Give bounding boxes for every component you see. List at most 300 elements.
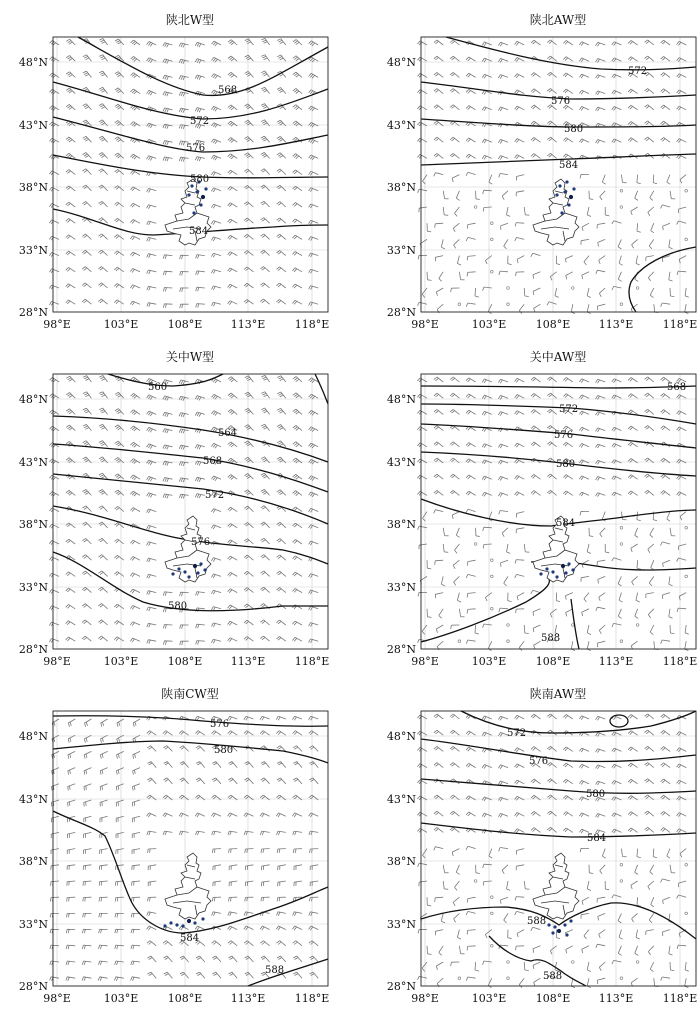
wind-barb: [309, 831, 318, 835]
wind-barb: [422, 288, 427, 297]
calm-marker: [458, 303, 461, 306]
calm-marker: [685, 190, 688, 193]
wind-barb: [661, 426, 670, 431]
wind-barb: [67, 897, 76, 901]
wind-barb: [661, 89, 670, 94]
wind-barb: [99, 538, 108, 544]
wind-barb: [147, 188, 157, 192]
wind-barb: [482, 476, 492, 480]
wind-barb: [677, 748, 687, 752]
wind-barb: [466, 911, 476, 915]
wind-barb: [228, 377, 237, 382]
wind-barb: [98, 977, 107, 981]
svg-text:580: 580: [190, 174, 210, 185]
wind-barb: [131, 393, 140, 398]
wind-barb: [49, 492, 59, 497]
wind-barb: [50, 377, 60, 382]
wind-barb: [147, 591, 157, 595]
wind-barb: [531, 105, 540, 110]
wind-barb: [482, 444, 492, 448]
wind-barb: [51, 849, 59, 854]
wind-barb: [117, 751, 124, 758]
wind-barb: [459, 272, 464, 280]
wind-barb: [131, 73, 140, 78]
wind-barb: [419, 881, 427, 886]
wind-barb: [212, 639, 222, 643]
wind-barb: [131, 426, 141, 431]
wind-barb: [228, 831, 237, 835]
wind-barb: [49, 443, 59, 448]
wind-barb: [83, 55, 92, 61]
wind-barb: [82, 538, 91, 544]
wind-barb: [635, 609, 638, 619]
svg-text:43°N: 43°N: [386, 456, 416, 469]
wind-barb: [244, 490, 253, 496]
svg-text:103°E: 103°E: [103, 655, 139, 668]
wind-barb: [637, 175, 641, 184]
wind-barb: [418, 930, 427, 934]
wind-barb: [82, 945, 91, 949]
wind-barb: [228, 589, 238, 593]
wind-barb: [67, 865, 75, 870]
wind-barb: [50, 57, 60, 62]
wind-barb: [164, 762, 173, 768]
wind-barb: [579, 379, 589, 383]
panel-4: [387, 349, 697, 668]
wind-barb: [49, 590, 59, 594]
svg-text:43°N: 43°N: [18, 793, 48, 806]
wind-barb: [661, 393, 670, 398]
svg-text:572: 572: [507, 728, 527, 739]
wind-barb: [309, 606, 319, 610]
wind-barb: [648, 207, 654, 216]
wind-barb: [453, 223, 459, 232]
wind-barb: [99, 945, 108, 949]
wind-barb: [261, 375, 269, 382]
wind-barb: [292, 926, 302, 930]
wind-barb: [602, 849, 605, 859]
wind-barb: [628, 747, 638, 752]
wind-barb: [467, 609, 476, 614]
wind-barb: [309, 639, 319, 643]
wind-barb: [68, 735, 75, 743]
wind-barb: [563, 747, 573, 752]
wind-barb: [417, 491, 427, 495]
wind-barb: [228, 813, 238, 817]
wind-barb: [632, 239, 638, 248]
svg-text:98°E: 98°E: [411, 318, 439, 331]
wind-barb: [115, 186, 124, 191]
svg-text:103°E: 103°E: [103, 992, 139, 1005]
wind-barb: [418, 189, 427, 193]
wind-barb: [547, 137, 556, 142]
wind-barb: [628, 105, 638, 110]
wind-barb: [211, 106, 221, 111]
wind-barb: [515, 911, 525, 915]
wind-barb: [261, 587, 270, 592]
wind-barb: [66, 104, 75, 109]
wind-barb: [677, 221, 687, 225]
svg-text:108°E: 108°E: [167, 655, 203, 668]
wind-barb: [49, 106, 59, 111]
wind-barb: [66, 523, 75, 528]
wind-barb: [515, 155, 525, 159]
wind-barb: [602, 175, 605, 185]
wind-barb: [582, 946, 589, 953]
wind-barb: [83, 506, 92, 512]
wind-barb: [443, 544, 448, 552]
wind-barb: [260, 636, 269, 641]
wind-barb: [228, 621, 238, 625]
wind-barb: [50, 410, 60, 415]
wind-barb: [293, 912, 302, 916]
svg-text:28°N: 28°N: [386, 306, 416, 319]
wind-barb: [245, 762, 254, 768]
wind-barb: [434, 746, 443, 751]
wind-barb: [245, 865, 253, 870]
wind-barb: [454, 239, 460, 248]
wind-barb: [211, 41, 221, 46]
wind-barb: [130, 573, 140, 577]
wind-barb: [450, 746, 459, 751]
wind-barb: [261, 185, 270, 191]
wind-barb: [212, 972, 221, 978]
wind-barb: [130, 252, 140, 256]
wind-barb: [612, 895, 622, 898]
wind-barb: [677, 732, 687, 736]
wind-barb: [98, 604, 107, 609]
wind-barb: [293, 778, 302, 784]
wind-barb: [114, 235, 123, 240]
wind-barb: [49, 475, 59, 480]
wind-barb: [515, 715, 525, 719]
wind-barb: [147, 221, 157, 225]
wind-barb: [628, 89, 638, 94]
wind-barb: [115, 555, 124, 560]
wind-barb: [179, 59, 189, 64]
wind-barb: [99, 424, 108, 430]
wind-barb: [677, 608, 686, 612]
calm-marker: [474, 543, 477, 546]
wind-barb: [582, 609, 589, 616]
wind-barb: [245, 425, 254, 431]
wind-barb: [116, 816, 124, 822]
wind-barb: [49, 122, 59, 127]
wind-barb: [455, 207, 460, 216]
wind-barb: [83, 153, 92, 159]
wind-barb: [277, 555, 286, 560]
wind-barb: [417, 443, 427, 447]
wind-barb: [116, 784, 124, 791]
contour-580: [421, 779, 696, 793]
wind-barb: [196, 746, 205, 752]
wind-barb: [130, 606, 140, 610]
wind-barb: [133, 784, 141, 791]
wind-barb: [417, 715, 427, 719]
wind-barb: [450, 153, 459, 158]
wind-barb: [261, 38, 269, 45]
calm-marker: [507, 624, 510, 627]
wind-barb: [531, 927, 541, 931]
wind-barb: [292, 268, 302, 272]
wind-barb: [579, 444, 589, 448]
wind-barb: [547, 442, 556, 447]
svg-text:98°E: 98°E: [43, 992, 71, 1005]
wind-barb: [309, 731, 319, 736]
wind-barb: [418, 526, 427, 530]
wind-barb: [597, 560, 605, 565]
wind-barb: [244, 731, 254, 736]
wind-barb: [612, 623, 621, 627]
wind-barb: [563, 41, 573, 46]
wind-barb: [179, 43, 189, 48]
plot-frame: [53, 374, 328, 649]
wind-barb: [245, 897, 254, 901]
wind-barb: [293, 377, 302, 383]
wind-barb: [498, 42, 508, 46]
wind-barb: [82, 961, 91, 965]
calm-marker: [572, 961, 575, 964]
wind-barb: [309, 926, 319, 930]
x-axis: [43, 992, 329, 1005]
wind-barb: [456, 528, 459, 538]
wind-barb: [516, 865, 524, 870]
wind-barb: [653, 175, 657, 184]
wind-barb: [309, 716, 319, 720]
wind-barb: [501, 897, 509, 904]
wind-barb: [417, 427, 427, 431]
wind-barb: [524, 207, 529, 215]
wind-barb: [515, 443, 525, 447]
wind-barb: [619, 593, 623, 603]
svg-text:103°E: 103°E: [471, 992, 507, 1005]
wind-barb: [49, 302, 59, 306]
wind-barb: [417, 106, 427, 110]
wind-barb: [434, 490, 443, 495]
wind-barb: [196, 778, 205, 784]
wind-barb: [628, 763, 638, 768]
wind-barb: [309, 41, 319, 46]
wind-barb: [498, 781, 508, 785]
svg-text:576: 576: [554, 430, 574, 441]
wind-barb: [147, 476, 157, 481]
wind-barb: [179, 731, 189, 736]
grid: [421, 37, 696, 312]
wind-barb: [476, 528, 480, 537]
wind-barb: [531, 377, 540, 382]
wind-barb: [115, 218, 124, 223]
wind-barb: [635, 191, 638, 201]
svg-text:38°N: 38°N: [18, 181, 48, 194]
wind-barb: [115, 72, 124, 78]
wind-barb: [82, 929, 91, 933]
wind-barb: [563, 812, 573, 817]
wind-barb: [547, 40, 556, 45]
wind-barb: [547, 72, 556, 77]
wind-barb: [84, 816, 92, 822]
wind-barb: [645, 56, 654, 61]
wind-barb: [262, 881, 270, 886]
calm-marker: [636, 624, 639, 627]
x-axis: [43, 655, 329, 668]
wind-barb: [661, 491, 670, 496]
wind-barb: [195, 813, 205, 817]
wind-barb: [451, 288, 460, 292]
wind-barb: [84, 800, 92, 806]
wind-barb: [504, 576, 508, 586]
wind-barb: [131, 977, 140, 981]
wind-barb: [147, 444, 157, 449]
svg-text:33°N: 33°N: [18, 244, 48, 257]
wind-barb: [83, 849, 91, 854]
wind-barb: [581, 913, 589, 918]
wind-barb: [50, 426, 60, 431]
wind-barb: [645, 811, 654, 816]
wind-barb: [450, 811, 459, 816]
wind-barb: [466, 443, 476, 447]
wind-barb: [417, 828, 427, 832]
wind-barb: [49, 524, 59, 528]
wind-barb: [131, 475, 141, 480]
wind-barb: [309, 746, 318, 752]
wind-barb: [294, 881, 302, 886]
wind-barb: [468, 560, 476, 565]
wind-barb: [628, 138, 638, 143]
wind-barb: [66, 56, 75, 62]
wind-barb: [650, 962, 654, 972]
panel-title: 陕北W型: [165, 13, 215, 27]
wind-barb: [98, 961, 107, 965]
wind-barb: [163, 494, 172, 498]
wind-barb: [650, 528, 654, 538]
wind-barb: [277, 267, 286, 272]
wind-barb: [309, 302, 319, 306]
svg-text:568: 568: [667, 382, 687, 393]
wind-barb: [631, 978, 638, 986]
wind-barb: [66, 409, 75, 415]
wind-barb: [498, 75, 508, 79]
wind-barb: [277, 376, 286, 382]
wind-barb: [645, 393, 654, 398]
wind-barb: [293, 203, 303, 208]
wind-barb: [228, 956, 237, 962]
wind-barb: [196, 956, 205, 962]
contour-576: [53, 716, 328, 727]
wind-barb: [685, 625, 689, 634]
wind-barb: [277, 849, 286, 853]
wind-barb: [637, 223, 641, 232]
wind-barb: [49, 573, 59, 577]
wind-barb: [99, 136, 108, 142]
wind-barb: [228, 409, 237, 414]
wind-barb: [443, 207, 448, 215]
svg-text:572: 572: [190, 116, 210, 127]
svg-text:118°E: 118°E: [294, 655, 330, 668]
wind-barb: [163, 625, 172, 629]
wind-barb: [147, 912, 156, 916]
wind-barb: [293, 831, 302, 835]
wind-barb: [229, 881, 237, 886]
wind-barb: [435, 897, 444, 902]
wind-barb: [277, 153, 286, 159]
wind-barb: [50, 929, 59, 933]
wind-barb: [147, 831, 156, 835]
wind-barb: [66, 300, 76, 304]
wind-barb: [443, 865, 448, 873]
wind-barb: [679, 207, 687, 213]
svg-text:572: 572: [205, 490, 225, 501]
wind-barb: [524, 962, 529, 971]
wind-barb: [628, 394, 638, 399]
wind-barb: [468, 223, 476, 228]
wind-barb: [49, 606, 59, 610]
wind-barb: [228, 778, 237, 784]
grid: [53, 374, 328, 649]
wind-barb: [229, 762, 238, 768]
wind-barb: [99, 441, 108, 447]
wind-barb: [507, 544, 511, 553]
wind-barb: [434, 153, 443, 158]
wind-barb: [84, 768, 91, 775]
wind-barb: [628, 41, 638, 46]
wind-barb: [417, 90, 427, 94]
wind-barb: [418, 256, 427, 260]
wind-barb: [115, 169, 124, 174]
calm-marker: [491, 912, 494, 915]
wind-barb: [277, 956, 286, 962]
wind-barb: [434, 510, 444, 514]
wind-barb: [309, 541, 319, 545]
wind-barb: [483, 287, 492, 291]
calm-marker: [507, 977, 510, 980]
calm-marker: [507, 303, 510, 306]
wind-barb: [49, 269, 59, 273]
wind-barb: [99, 865, 107, 870]
wind-barb: [293, 56, 302, 61]
grid: [421, 711, 696, 986]
wind-barb: [599, 256, 606, 264]
wind-barb: [502, 191, 508, 200]
wind-barb: [293, 540, 303, 545]
calm-marker: [572, 287, 575, 290]
wind-barb: [293, 88, 302, 93]
wind-barb: [228, 507, 238, 511]
wind-barb: [499, 848, 508, 852]
wind-barb: [130, 491, 140, 496]
wind-barb: [213, 865, 221, 870]
wind-barb: [489, 849, 492, 859]
wind-barb: [417, 378, 427, 382]
wind-barb: [661, 640, 670, 644]
wind-barb: [476, 191, 480, 200]
wind-barb: [99, 153, 108, 159]
wind-barb: [507, 881, 511, 890]
wind-barb: [66, 637, 76, 641]
wind-barb: [648, 946, 654, 955]
calm-marker: [474, 880, 477, 883]
wind-barb: [50, 897, 59, 901]
wind-barb: [212, 956, 221, 962]
wind-barb: [147, 525, 157, 529]
wind-barb: [244, 941, 253, 946]
wind-barb: [211, 813, 221, 817]
wind-barb: [228, 219, 238, 223]
wind-barb: [51, 881, 59, 886]
wind-barb: [515, 90, 525, 94]
wind-barb: [636, 593, 640, 602]
wind-barb: [244, 169, 253, 175]
wind-barb: [677, 796, 687, 800]
